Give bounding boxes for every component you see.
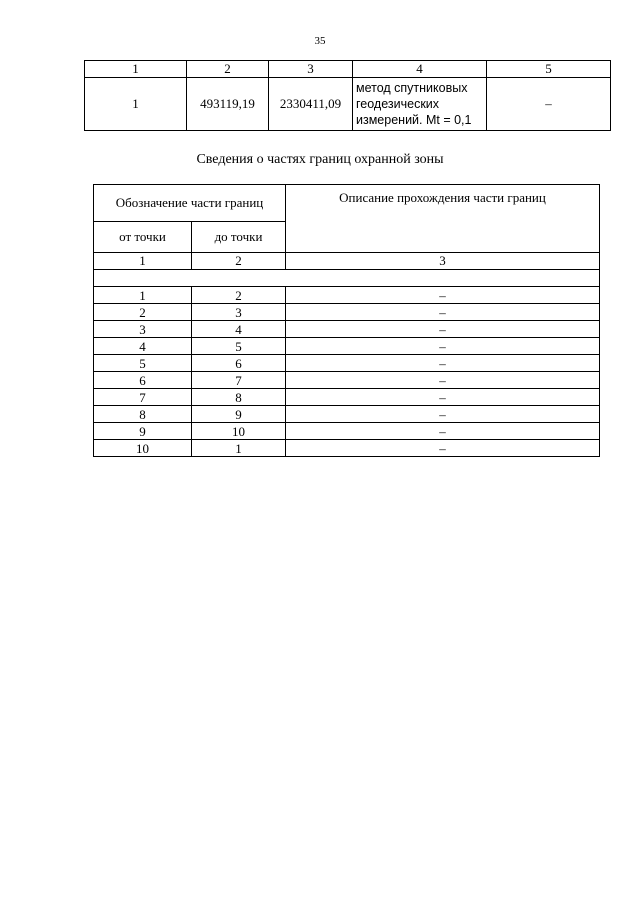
table-row bbox=[94, 287, 600, 304]
description-cell: – bbox=[286, 355, 600, 372]
table-row bbox=[94, 304, 600, 321]
column-number-cell: 5 bbox=[487, 61, 611, 78]
description-cell: – bbox=[286, 406, 600, 423]
from-point-cell: 3 bbox=[94, 321, 192, 338]
description-cell: – bbox=[286, 440, 600, 457]
spacer-row bbox=[94, 270, 600, 287]
table-row bbox=[94, 423, 600, 440]
from-point-cell: 8 bbox=[94, 406, 192, 423]
from-point-cell: 6 bbox=[94, 372, 192, 389]
from-point-cell: 9 bbox=[94, 423, 192, 440]
description-cell: – bbox=[286, 321, 600, 338]
to-point-cell: 5 bbox=[192, 338, 286, 355]
extra-cell: – bbox=[487, 78, 611, 131]
from-point-cell: 5 bbox=[94, 355, 192, 372]
table-row bbox=[94, 406, 600, 423]
to-point-cell: 1 bbox=[192, 440, 286, 457]
from-point-cell: 2 bbox=[94, 304, 192, 321]
description-cell: – bbox=[286, 304, 600, 321]
table-row bbox=[94, 338, 600, 355]
description-cell: – bbox=[286, 423, 600, 440]
page-number: 35 bbox=[314, 35, 326, 47]
column-number-cell: 1 bbox=[94, 253, 192, 270]
to-point-cell: 2 bbox=[192, 287, 286, 304]
coordinate-y-cell: 2330411,09 bbox=[269, 78, 353, 131]
description-cell: – bbox=[286, 287, 600, 304]
description-cell: – bbox=[286, 389, 600, 406]
from-point-header: от точки bbox=[94, 222, 192, 253]
table-row bbox=[94, 389, 600, 406]
to-point-cell: 4 bbox=[192, 321, 286, 338]
table-row bbox=[94, 440, 600, 457]
table-row bbox=[94, 355, 600, 372]
header-row bbox=[94, 185, 600, 222]
method-cell: метод спутниковых геодезических измерений. Mt = 0,1 bbox=[353, 78, 487, 131]
from-point-cell: 7 bbox=[94, 389, 192, 406]
section-title: Сведения о частях границ охранной зоны bbox=[196, 152, 444, 167]
column-number-cell: 4 bbox=[353, 61, 487, 78]
designation-header: Обозначение части границ bbox=[94, 185, 286, 222]
column-number-row bbox=[85, 61, 611, 78]
from-point-cell: 4 bbox=[94, 338, 192, 355]
table-row bbox=[85, 78, 611, 131]
table-row bbox=[94, 321, 600, 338]
boundary-parts-table bbox=[93, 184, 600, 457]
coordinate-x-cell: 493119,19 bbox=[187, 78, 269, 131]
spacer-cell bbox=[94, 270, 600, 287]
description-header: Описание прохождения части границ bbox=[286, 185, 600, 253]
column-number-cell: 2 bbox=[187, 61, 269, 78]
to-point-cell: 9 bbox=[192, 406, 286, 423]
to-point-cell: 8 bbox=[192, 389, 286, 406]
column-number-cell: 1 bbox=[85, 61, 187, 78]
description-cell: – bbox=[286, 372, 600, 389]
coordinates-table bbox=[84, 60, 611, 131]
to-point-header: до точки bbox=[192, 222, 286, 253]
column-number-cell: 2 bbox=[192, 253, 286, 270]
table-row bbox=[94, 372, 600, 389]
column-number-cell: 3 bbox=[269, 61, 353, 78]
to-point-cell: 10 bbox=[192, 423, 286, 440]
to-point-cell: 7 bbox=[192, 372, 286, 389]
from-point-cell: 10 bbox=[94, 440, 192, 457]
from-point-cell: 1 bbox=[94, 287, 192, 304]
point-number-cell: 1 bbox=[85, 78, 187, 131]
column-number-cell: 3 bbox=[286, 253, 600, 270]
to-point-cell: 6 bbox=[192, 355, 286, 372]
description-cell: – bbox=[286, 338, 600, 355]
column-number-row bbox=[94, 253, 600, 270]
to-point-cell: 3 bbox=[192, 304, 286, 321]
